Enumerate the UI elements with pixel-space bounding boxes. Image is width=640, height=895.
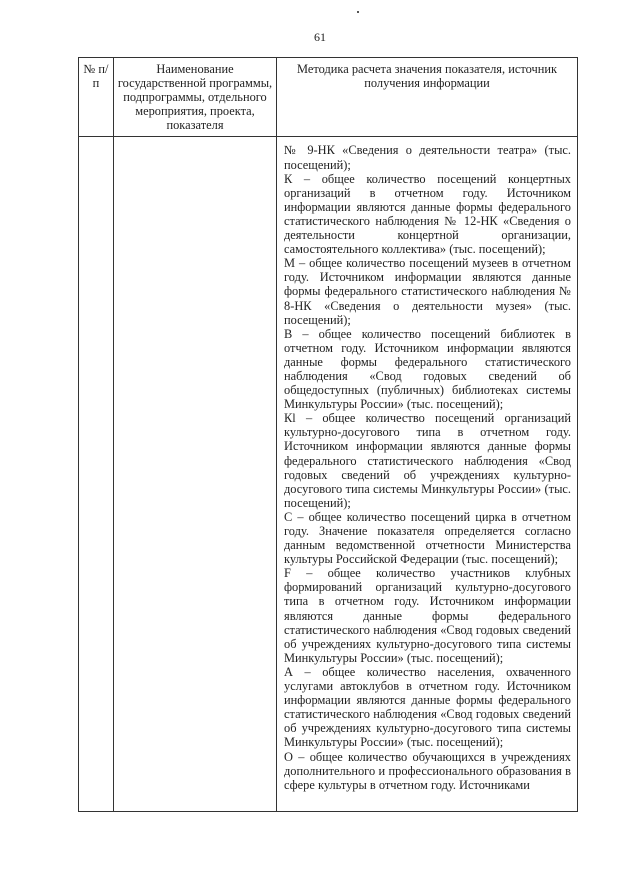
method-paragraph: М – общее количество посещений музеев в отчетном году. Источником информации являются данные формы федерального статистического наблюдения № 8-НК «Сведения о деятельности музея» (тыс. посещений);: [284, 256, 571, 327]
method-paragraph: К – общее количество посещений концертных организаций в отчетном году. Источником информации являются данные формы федерального статистического наблюдения № 12-НК «Сведения о деятельности концертной организации, самостоятельного коллектива» (тыс. посещений);: [284, 171, 571, 257]
method-paragraph: F – общее количество участников клубных формирований организаций культурно-досугового типа в отчетном году. Источником информации являются данные формы федерального статистического наблюдения «Свод годовых сведений об учреждениях культурно-досугового типа системы Минкультуры России» (тыс. посещений);: [284, 566, 571, 665]
cell-num: [79, 137, 114, 812]
indicator-table: [78, 57, 578, 812]
method-paragraph: С – общее количество посещений цирка в отчетном году. Значение показателя определяется согласно данным ведомственной отчетности Министерства культуры Российской Федерации (тыс. посещений);: [284, 509, 571, 567]
method-paragraph: О – общее количество обучающихся в учреждениях дополнительного и профессионального образования в сфере культуры в отчетном году. Источниками: [284, 749, 571, 792]
table-row: [79, 137, 578, 812]
table-header-row: [79, 58, 578, 137]
method-paragraph: А – общее количество населения, охваченного услугами автоклубов в отчетном году. Источником информации являются данные формы федерального статистического наблюдения «Свод годовых сведений об учреждениях культурно-досугового типа системы Минкультуры России» (тыс. посещений);: [284, 664, 571, 750]
cell-name: [114, 137, 277, 812]
method-paragraph: Кl – общее количество посещений организаций культурно-досугового типа в отчетном году. Источником информации являются данные формы федерального статистического наблюдения «Свод годовых сведений об учреждениях культурно-досугового типа системы Минкультуры России» (тыс. посещений);: [284, 411, 571, 510]
method-paragraph: № 9-НК «Сведения о деятельности театра» (тыс. посещений);: [284, 143, 571, 172]
header-method: Методика расчета значения показателя, источник получения информации: [277, 58, 578, 137]
header-num: № п/п: [79, 58, 114, 137]
method-paragraph: В – общее количество посещений библиотек в отчетном году. Источником информации являются данные формы федерального статистического наблюдения «Свод годовых сведений об общедоступных (публичных) библиотеках системы Минкультуры России» (тыс. посещений);: [284, 326, 571, 412]
page-number: 61: [314, 30, 326, 44]
scan-speck: [357, 11, 359, 13]
header-name: Наименование государственной программы, подпрограммы, отдельного мероприятия, проекта, показателя: [114, 58, 277, 137]
cell-method: [277, 137, 578, 812]
